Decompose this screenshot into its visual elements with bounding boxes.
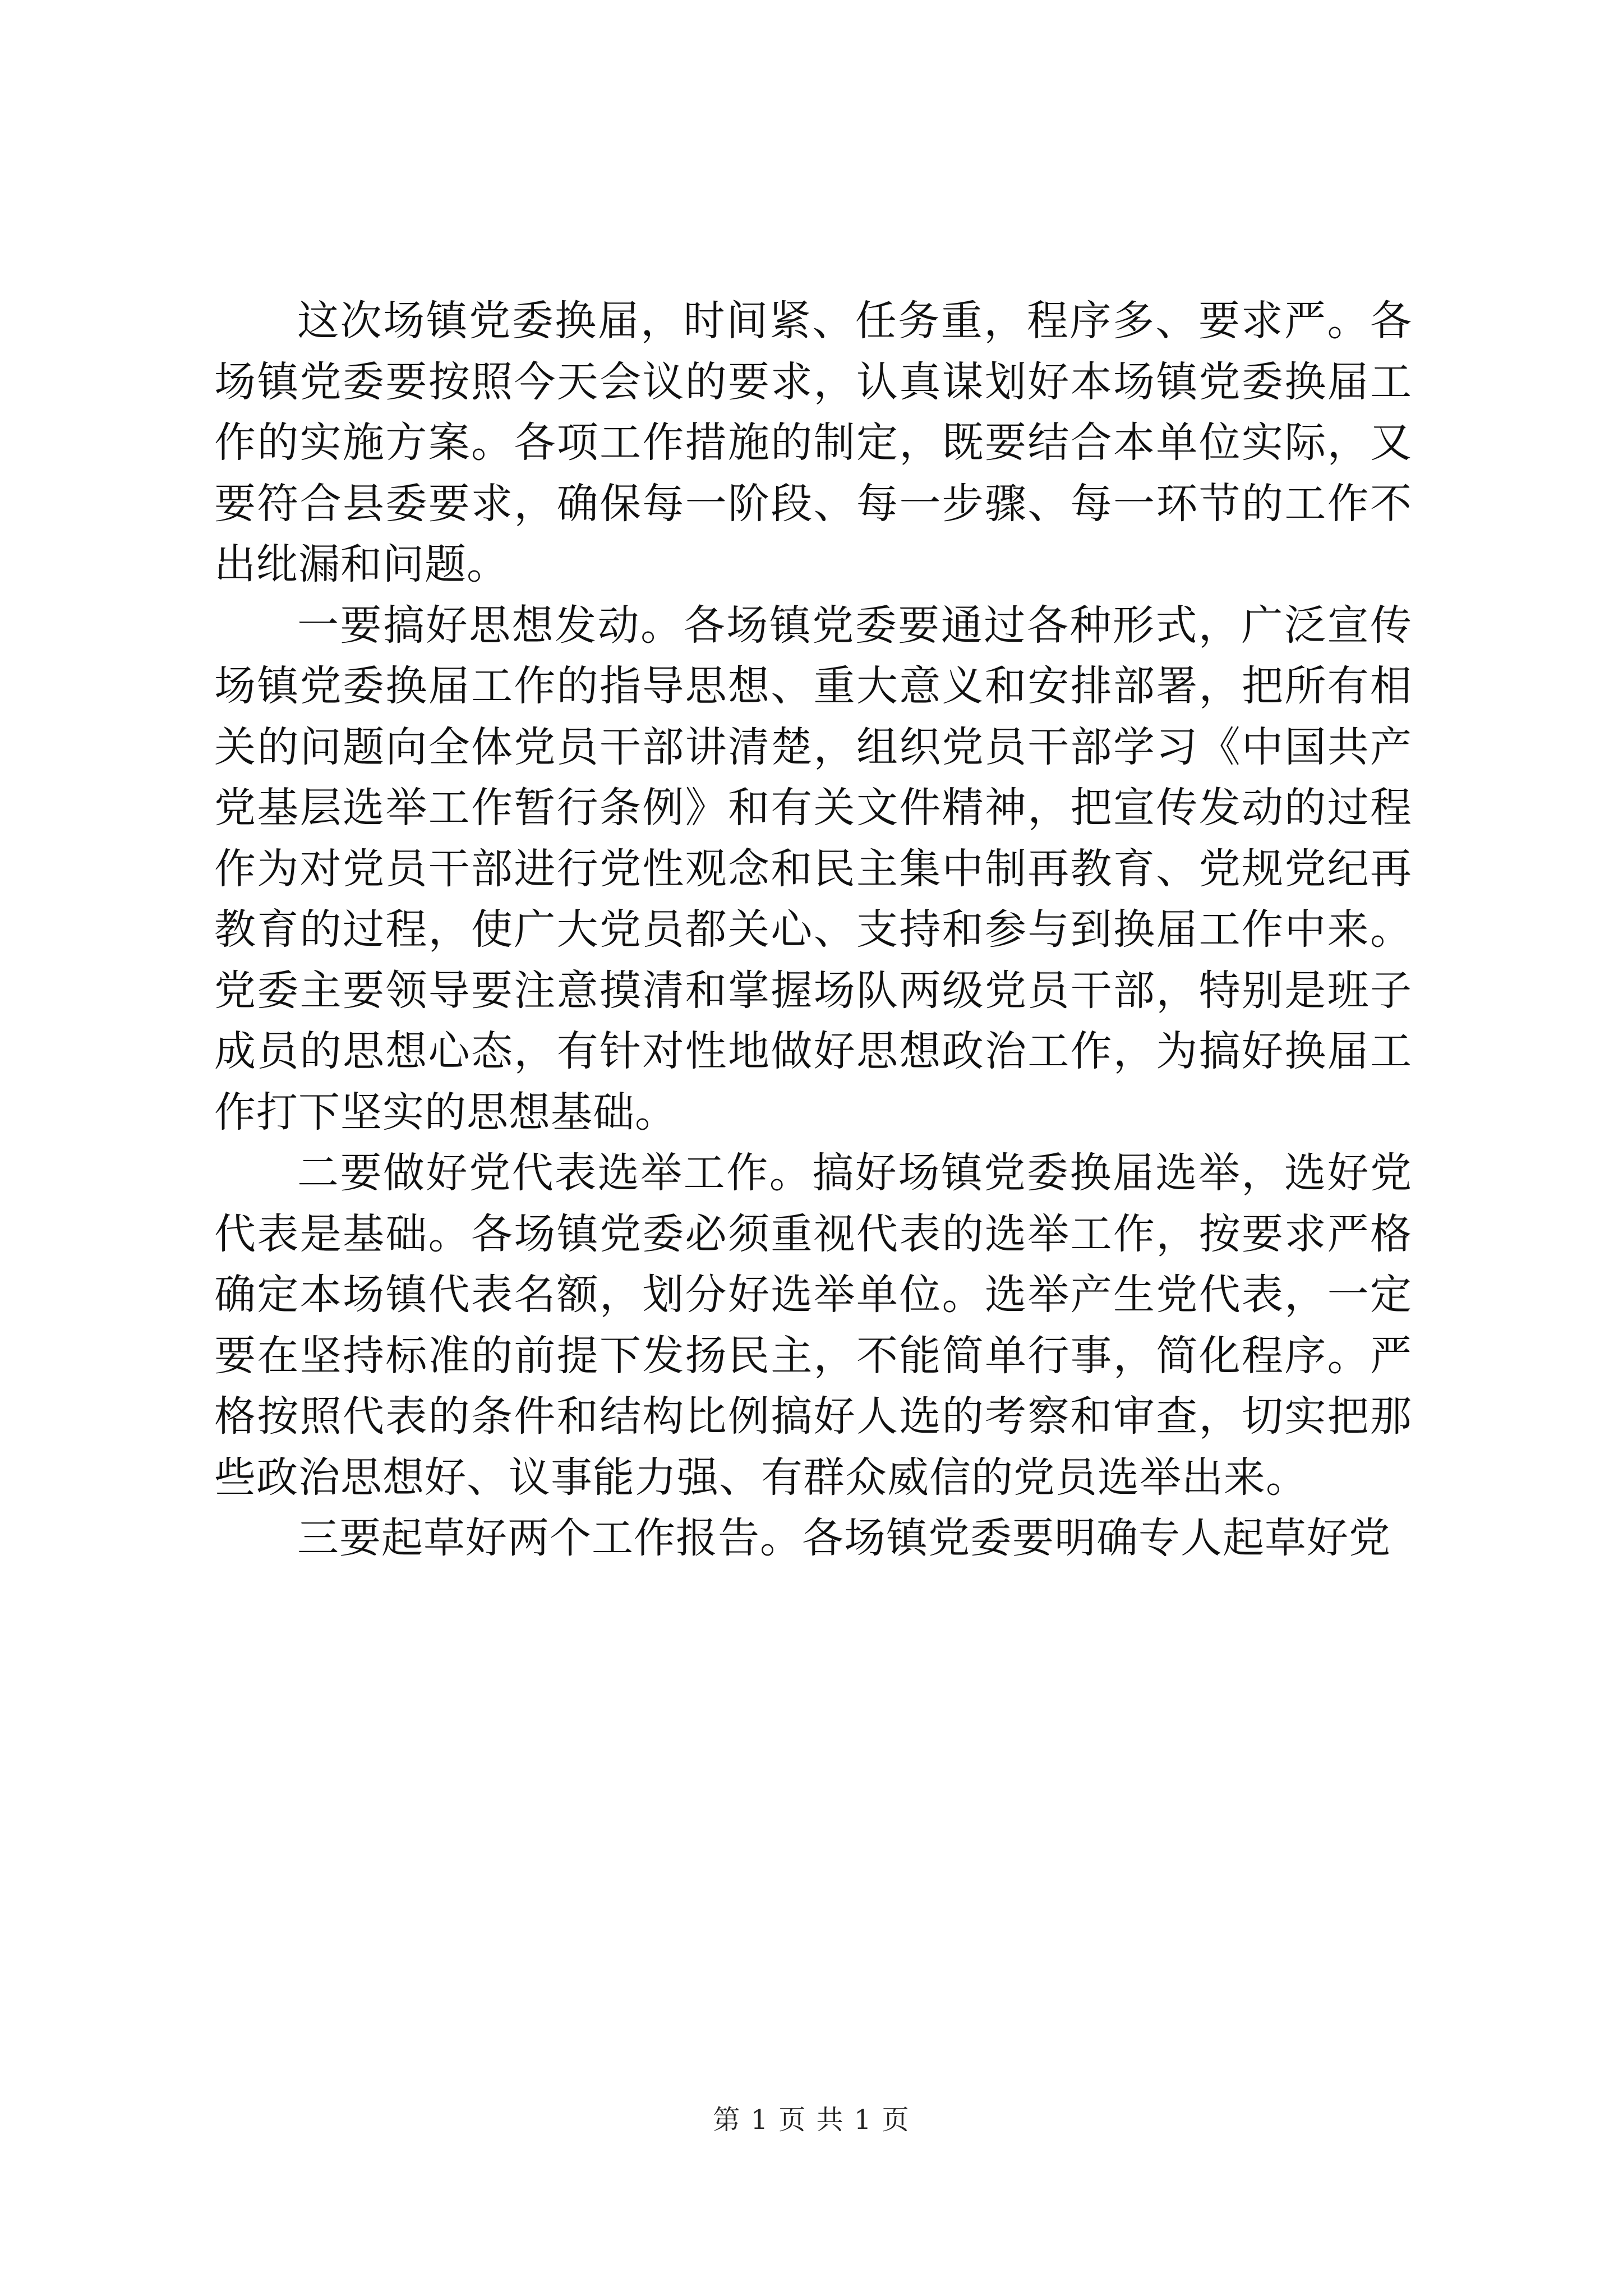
paragraph-intro: 这次场镇党委换届，时间紧、任务重，程序多、要求严。各场镇党委要按照今天会议的要求，认真谋划好本场镇党委换届工作的实施方案。各项工作措施的制定，既要结合本单位实际，又要符合县委要求，确保每一阶段、每一步骤、每一环节的工作不出纰漏和问题。 <box>214 297 1412 588</box>
paragraph-point-one: 一要搞好思想发动。各场镇党委要通过各种形式，广泛宣传场镇党委换届工作的指导思想、重大意义和安排部署，把所有相关的问题向全体党员干部讲清楚，组织党员干部学习《中国共产党基层选举工作暂行条例》和有关文件精神，把宣传发动的过程作为对党员干部进行党性观念和民主集中制再教育、党规党纪再教育的过程，使广大党员都关心、支持和参与到换届工作中来。党委主要领导要注意摸清和掌握场队两级党员干部，特别是班子成员的思想心态，有针对性地做好思想政治工作，为搞好换届工作打下坚实的思想基础。 <box>214 601 1412 1137</box>
paragraph-point-two: 二要做好党代表选举工作。搞好场镇党委换届选举，选好党代表是基础。各场镇党委必须重视代表的选举工作，按要求严格确定本场镇代表名额，划分好选举单位。选举产生党代表，一定要在坚持标准的前提下发扬民主，不能简单行事，简化程序。严格按照代表的条件和结构比例搞好人选的考察和审查，切实把那些政治思想好、议事能力强、有群众威信的党员选举出来。 <box>214 1149 1412 1502</box>
paragraph-point-three: 三要起草好两个工作报告。各场镇党委要明确专人起草好党 <box>297 1514 1391 1562</box>
page-number: 第 1 页 共 1 页 <box>713 2104 910 2136</box>
document-body <box>214 291 1412 1569</box>
page-footer <box>0 2098 1623 2137</box>
